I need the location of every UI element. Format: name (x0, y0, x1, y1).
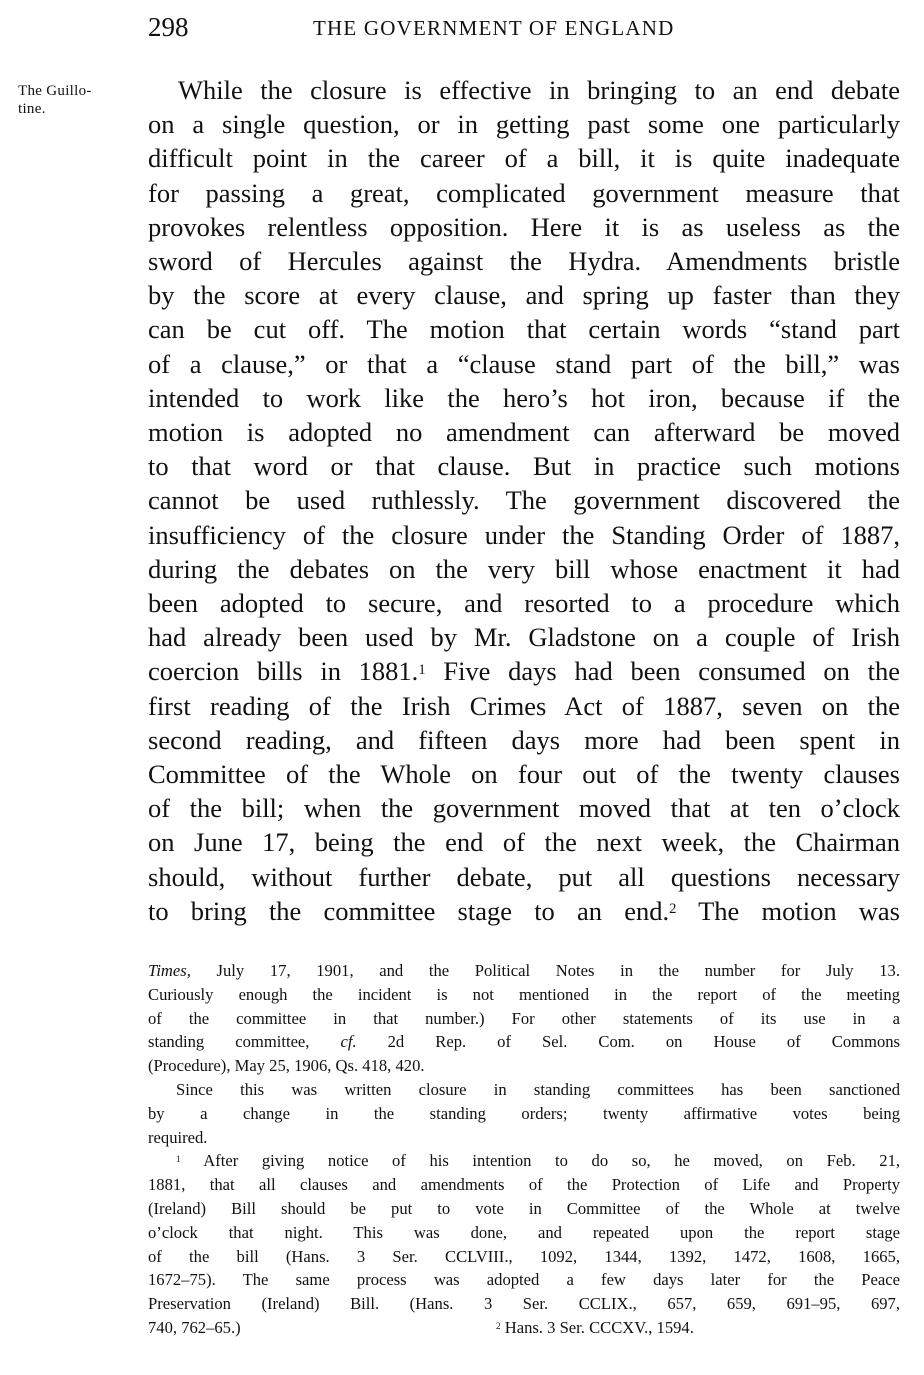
text-line: insufficiency of the closure under the Standing Order of 1887, (148, 519, 900, 550)
footnote-line: of the bill (Hans. 3 Ser. CCLVIII., 1092, 1344, 1392, 1472, 1608, 1665, (148, 1246, 900, 1266)
footnote-mark: 1 (418, 661, 426, 678)
text-line: had already been used by Mr. Gladstone on a couple of Irish (148, 622, 900, 653)
text-line: should, without further debate, put all questions necessary (148, 861, 900, 892)
text-fragment: to bring the committee stage to an end. (148, 895, 670, 926)
text-line: for passing a great, complicated government measure that (148, 177, 900, 208)
footnote-line: (Ireland) Bill should be put to vote in Committee of the Whole at twelve (148, 1198, 900, 1218)
marginal-note-line-1: The Guillo- (18, 83, 92, 99)
footnote-fragment: July 17, 1901, and the Political Notes in the number for July 13. (190, 961, 900, 980)
footnote-line: Preservation (Ireland) Bill. (Hans. 3 Ser. CCLIX., 657, 659, 691–95, 697, (148, 1294, 900, 1314)
text-line: second reading, and fifteen days more had been spent in (148, 724, 900, 755)
footnote-line: Curiously enough the incident is not mentioned in the report of the meeting (148, 984, 900, 1004)
text-line: on a single question, or in getting past some one particularly (148, 109, 900, 140)
footnote-two (496, 1316, 694, 1340)
footnote-line: of the committee in that number.) For other statements of its use in a (148, 1008, 900, 1028)
footnote-fragment: 740, 762–65.) (148, 1317, 241, 1337)
footnote-number: 1 (176, 1154, 181, 1165)
text-fragment: Five days had been consumed on the (443, 656, 901, 687)
footnote-number: 2 (496, 1320, 501, 1331)
text-line: of the bill; when the government moved that at ten o’clock (148, 793, 900, 824)
footnote-line: o’clock that night. This was done, and repeated upon the report stage (148, 1222, 900, 1242)
footnote-line-with-mark (148, 1149, 900, 1173)
footnote-line (148, 1030, 900, 1054)
text-fragment: coercion bills in 1881. (148, 656, 419, 687)
text-line: motion is adopted no amendment can afterward be moved (148, 417, 900, 448)
italic-cf: cf. (340, 1032, 357, 1052)
text-fragment: The motion was (698, 895, 900, 926)
footnote-line: by a change in the standing orders; twenty affirmative votes being (148, 1103, 900, 1123)
footnote-fragment: After giving notice of his intention to do so, he moved, on Feb. 21, (203, 1151, 901, 1171)
footnote-fragment: standing committee, (148, 1032, 341, 1052)
text-line: difficult point in the career of a bill, it is quite inadequate (148, 143, 900, 174)
text-line: While the closure is effective in bringing to an end debate (178, 75, 900, 105)
text-line-with-footnote (148, 654, 900, 688)
text-line: to that word or that clause. But in practice such motions (148, 451, 900, 482)
text-line: of a clause,” or that a “clause stand part of the bill,” was (148, 348, 900, 379)
footnote-line: required. (148, 1127, 208, 1147)
footnote-fragment: 2d Rep. of Sel. Com. on House of Commons (356, 1032, 900, 1052)
footnote-final-line (148, 1316, 900, 1340)
page-header (148, 12, 900, 42)
text-line: cannot be used ruthlessly. The government discovered the (148, 485, 900, 516)
footnote-line: (Procedure), May 25, 1906, Qs. 418, 420. (148, 1056, 425, 1076)
marginal-note-line-2: tine. (18, 101, 46, 117)
text-line: been adopted to secure, and resorted to a procedure which (148, 588, 900, 619)
footnote-line: Since this was written closure in standing committees has been sanctioned (176, 1079, 900, 1099)
text-line: Committee of the Whole on four out of the twenty clauses (148, 759, 900, 790)
footnote-line: 1881, that all clauses and amendments of the Protection of Life and Property (148, 1175, 900, 1195)
footnotes (148, 959, 900, 1340)
footnote-two-text: Hans. 3 Ser. CCCXV., 1594. (504, 1317, 694, 1337)
text-line-with-footnote (148, 894, 900, 928)
text-line: intended to work like the hero’s hot iron, because if the (148, 382, 900, 413)
running-head: THE GOVERNMENT OF ENGLAND (313, 16, 675, 40)
italic-source: Times, (148, 961, 191, 980)
text-line: sword of Hercules against the Hydra. Amendments bristle (148, 246, 900, 277)
text-line: first reading of the Irish Crimes Act of 1887, seven on the (148, 690, 900, 721)
text-line: provokes relentless opposition. Here it is as useless as the (148, 211, 900, 242)
text-line: on June 17, being the end of the next week, the Chairman (148, 827, 900, 858)
text-line: by the score at every clause, and spring up faster than they (148, 280, 900, 311)
main-paragraph (148, 73, 900, 928)
footnote-mark: 2 (669, 901, 677, 918)
marginal-note (18, 82, 136, 118)
footnote-line: 1672–75). The same process was adopted a few days later for the Peace (148, 1270, 900, 1290)
footnote-line (148, 959, 900, 983)
text-line: during the debates on the very bill whose enactment it had (148, 553, 900, 584)
text-line: can be cut off. The motion that certain words “stand part (148, 314, 900, 345)
page-number: 298 (148, 12, 189, 42)
